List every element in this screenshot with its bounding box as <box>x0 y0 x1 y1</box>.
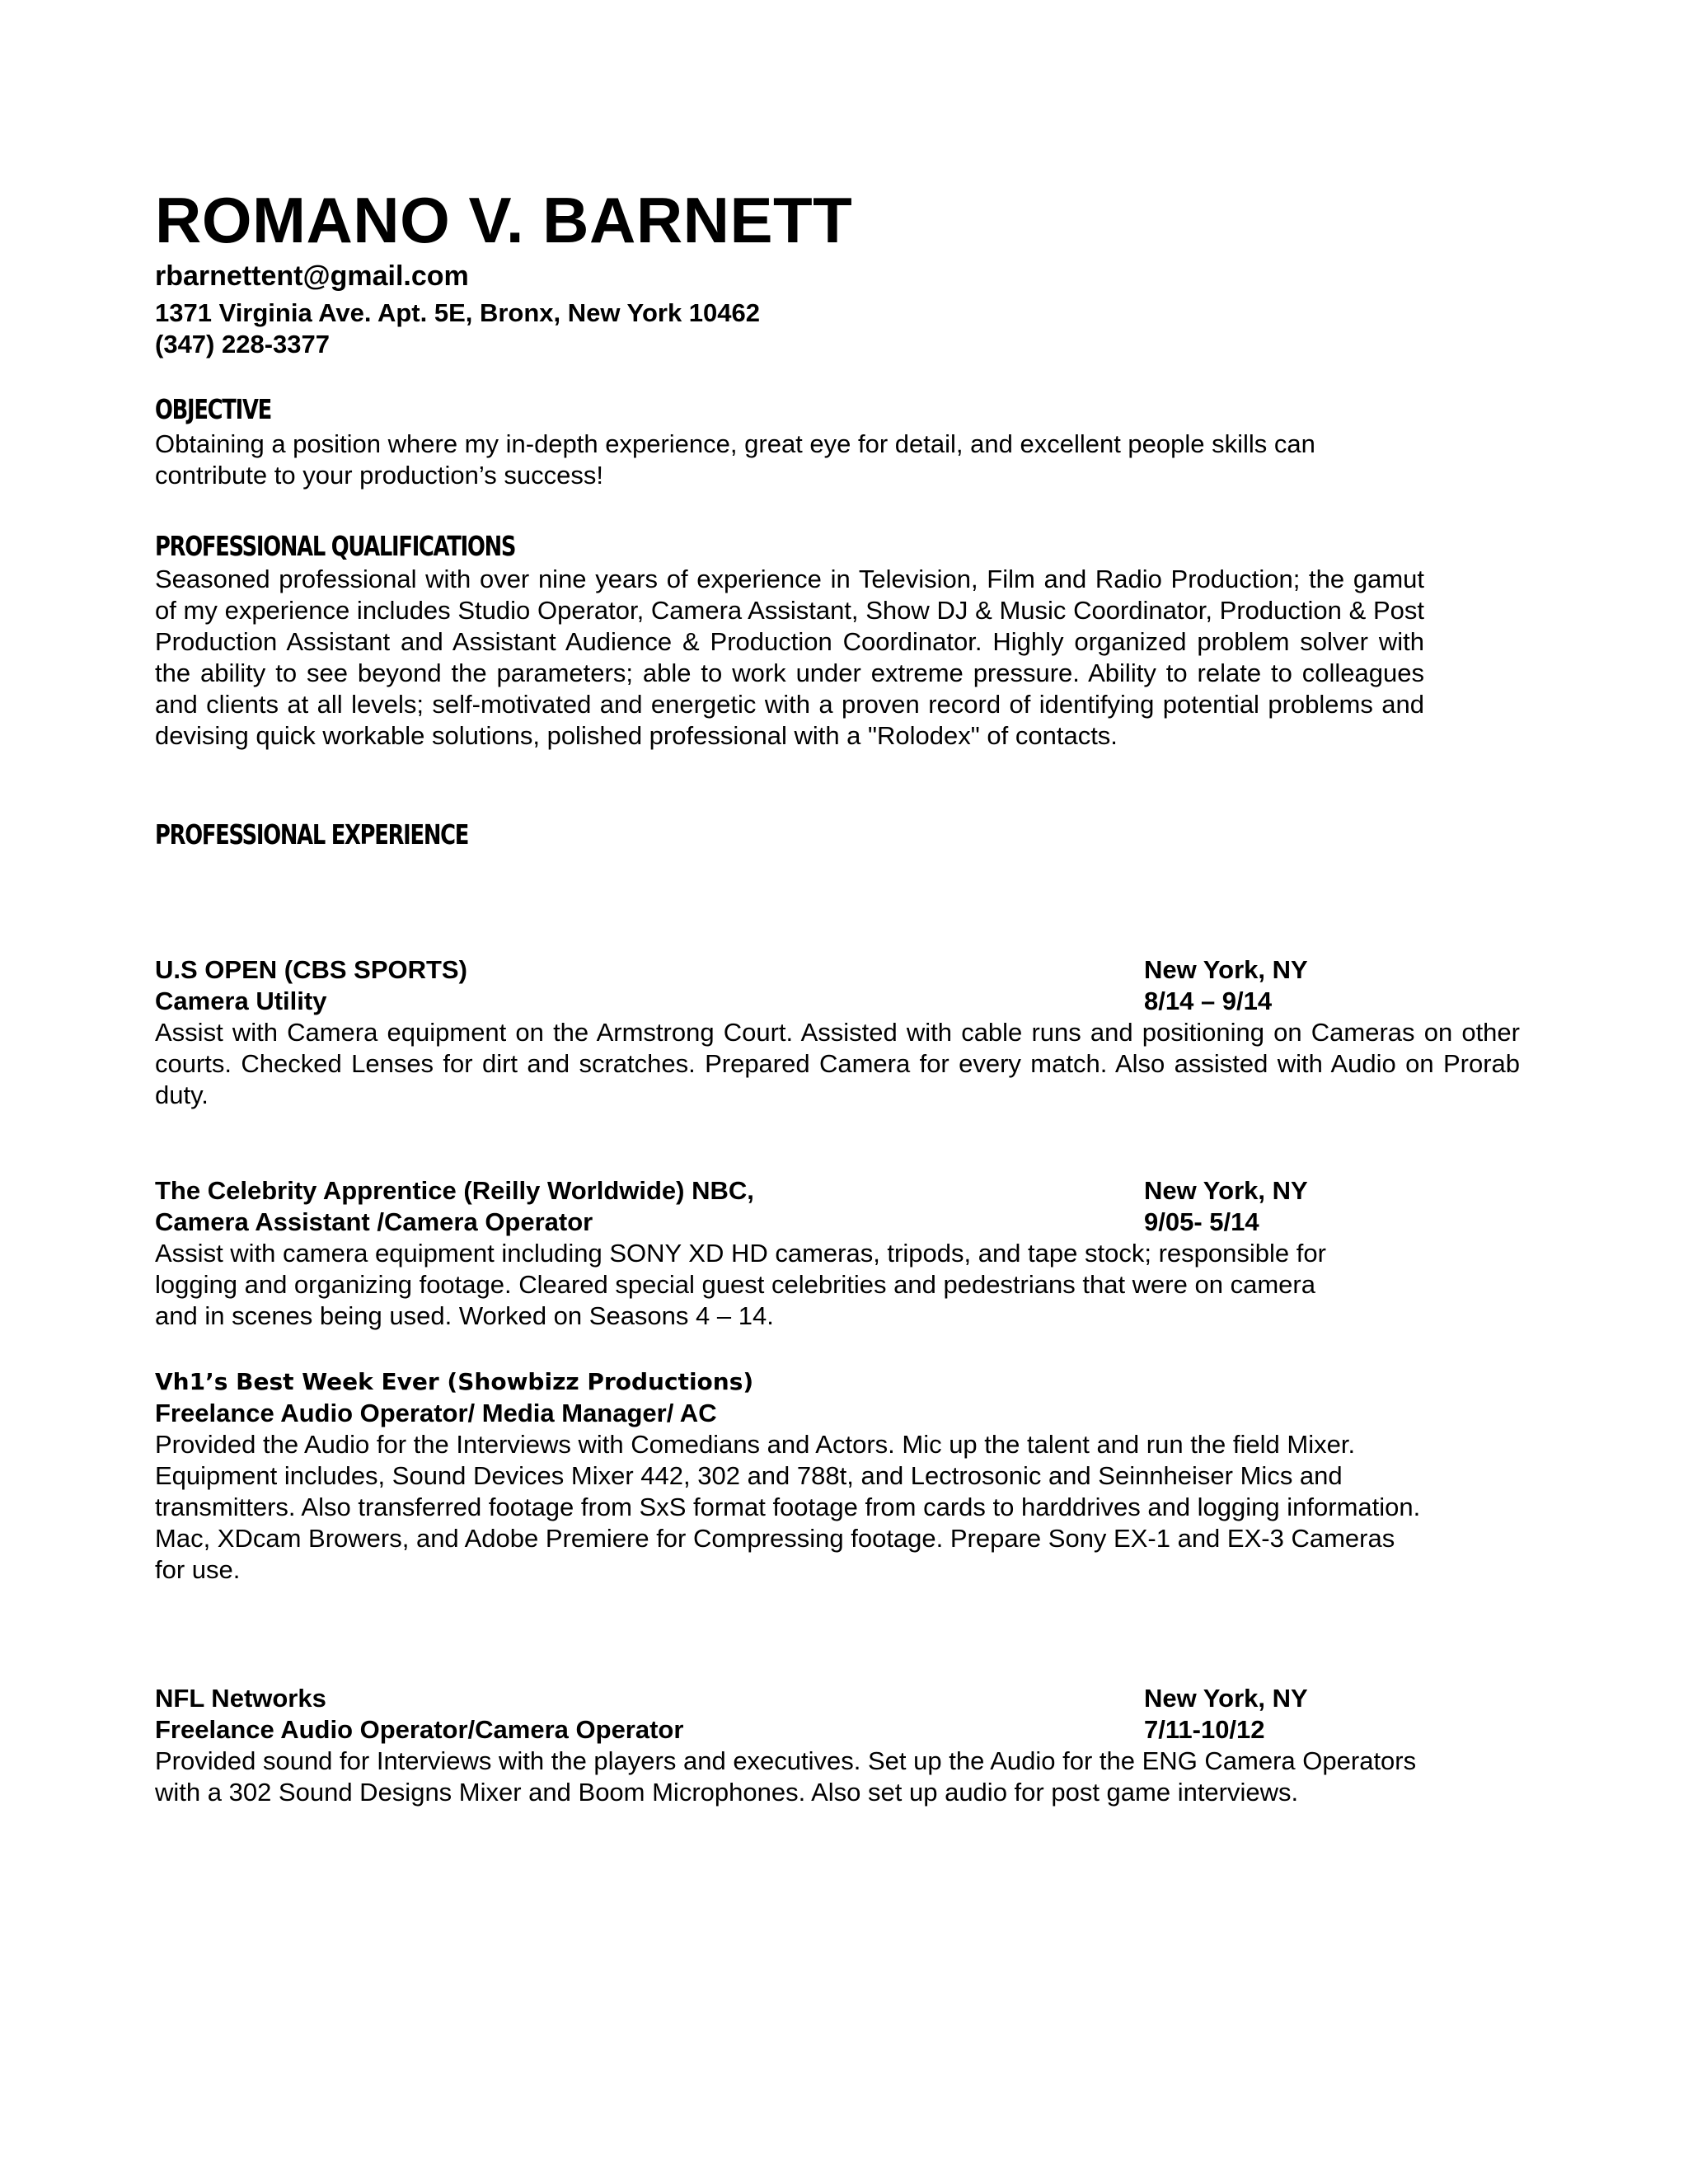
qualifications-text: Seasoned professional with over nine years of experience in Television, Film and Radio Production; the gamut of my experience includes Studio Operator, Camera Assistant, Show DJ & Music Coordinator, Production & Post Production Assistant and Assistant Audience & Production Coordinator. Highly organized problem solver with the ability to see beyond the parameters; able to work under extreme pressure. Ability to relate to colleagues and clients at all levels; self-motivated and energetic with a proven record of identifying potential problems and devising quick workable solutions, polished professional with a "Rolodex" of contacts. <box>155 565 1424 750</box>
job-description-line: Assist with camera equipment including SONY XD HD cameras, tripods, and tape stock; responsible for <box>155 1239 1326 1268</box>
job-dates: 8/14 – 9/14 <box>1144 987 1273 1015</box>
job-description-line: and in scenes being used. Worked on Seasons 4 – 14. <box>155 1301 774 1330</box>
job-title: Freelance Audio Operator/ Media Manager/ AC <box>155 1399 717 1427</box>
job-employer: Vh1’s Best Week Ever (Showbizz Productions) <box>155 1368 754 1395</box>
objective-text: Obtaining a position where my in-depth experience, great eye for detail, and excellent people skills can contribute to your production’s success! <box>155 429 1315 490</box>
job-header-row <box>155 954 1520 986</box>
job-header-row <box>155 1683 1520 1714</box>
job-dates: 9/05- 5/14 <box>1144 1207 1259 1236</box>
job-title-row <box>155 986 1520 1017</box>
job-location: New York, NY <box>1144 955 1308 984</box>
job-location: New York, NY <box>1144 1176 1308 1205</box>
job-title: Camera Utility <box>155 987 327 1015</box>
job-dates: 7/11-10/12 <box>1144 1715 1265 1744</box>
resume-name: ROMANO V. BARNETT <box>155 184 853 256</box>
job-description-line: Equipment includes, Sound Devices Mixer 442, 302 and 788t, and Lectrosonic and Seinnheiser Mics and <box>155 1461 1343 1490</box>
job-description <box>155 1746 1523 1808</box>
job-title-row <box>155 1207 1520 1238</box>
job-description <box>155 1238 1523 1332</box>
job-description <box>155 1429 1523 1586</box>
job-location: New York, NY <box>1144 1684 1308 1713</box>
contact-address: 1371 Virginia Ave. Apt. 5E, Bronx, New York 10462 <box>155 298 760 327</box>
job-header-row <box>155 1175 1520 1207</box>
job-description-line: Mac, XDcam Browers, and Adobe Premiere for Compressing footage. Prepare Sony EX-1 and EX-3 Cameras <box>155 1524 1395 1553</box>
contact-email: rbarnettent@gmail.com <box>155 260 469 292</box>
job-title: Freelance Audio Operator/Camera Operator <box>155 1715 684 1744</box>
objective-heading: OBJECTIVE <box>155 393 271 425</box>
job-description-line: transmitters. Also transferred footage from SxS format footage from cards to harddrives and logging information. <box>155 1493 1421 1521</box>
job-employer: The Celebrity Apprentice (Reilly Worldwide) NBC, <box>155 1176 754 1205</box>
qualifications-heading: PROFESSIONAL QUALIFICATIONS <box>155 530 516 562</box>
job-title-row <box>155 1714 1520 1746</box>
job-description-line: for use. <box>155 1555 241 1584</box>
experience-heading: PROFESSIONAL EXPERIENCE <box>155 818 469 851</box>
contact-phone: (347) 228-3377 <box>155 330 330 359</box>
job-description-line: with a 302 Sound Designs Mixer and Boom Microphones. Also set up audio for post game interviews. <box>155 1778 1299 1807</box>
job-description: Assist with Camera equipment on the Armstrong Court. Assisted with cable runs and positioning on Cameras on other courts. Checked Lenses for dirt and scratches. Prepared Camera for every match. Also assisted with Audio on Prorab duty. <box>155 1018 1520 1109</box>
job-employer: NFL Networks <box>155 1684 326 1713</box>
job-description-line: logging and organizing footage. Cleared special guest celebrities and pedestrians that were on camera <box>155 1270 1315 1299</box>
job-description-line: Provided sound for Interviews with the players and executives. Set up the Audio for the ENG Camera Operators <box>155 1746 1417 1775</box>
job-title: Camera Assistant /Camera Operator <box>155 1207 593 1236</box>
job-description-line: Provided the Audio for the Interviews with Comedians and Actors. Mic up the talent and run the field Mixer. <box>155 1430 1356 1459</box>
job-employer: U.S OPEN (CBS SPORTS) <box>155 955 467 984</box>
